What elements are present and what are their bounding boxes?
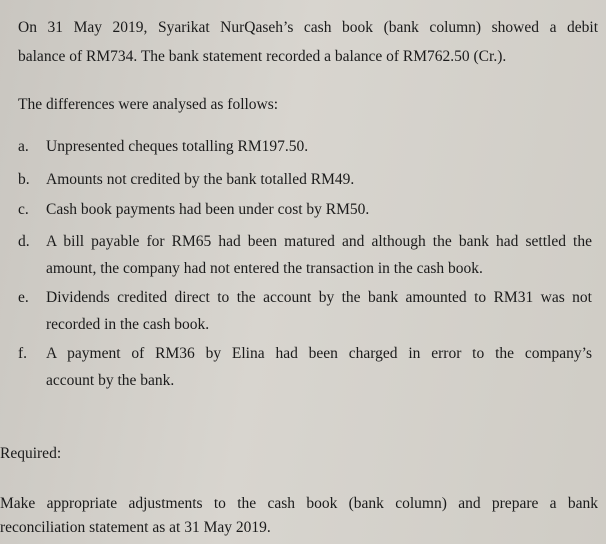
list-marker: b. [18,171,30,188]
list-item-f [0,340,606,394]
list-item-text: Amounts not credited by the bank totalled RM49. [46,171,355,188]
intro-line-2: balance of RM734. The bank statement recorded a balance of RM762.50 (Cr.). [18,48,507,65]
list-marker: e. [18,289,29,306]
list-item-a [0,133,606,160]
list-item-text-continued: amount, the company had not entered the transaction in the cash book. [46,260,483,277]
list-item-text-continued: account by the bank. [46,372,175,389]
list-item-text-continued: recorded in the cash book. [46,316,210,333]
list-item-text: Unpresented cheques totalling RM197.50. [46,138,309,155]
list-item-c [0,196,606,223]
lead-sentence: The differences were analysed as follows: [18,96,279,113]
list-item-b [0,166,606,193]
required-heading: Required: [0,445,62,462]
required-line-2: reconciliation statement as at 31 May 2019. [0,519,271,536]
list-item-text: A payment of RM36 by Elina had been charged in error to the company’s [46,345,592,362]
list-item-e [0,284,606,338]
list-marker: a. [18,138,29,155]
list-item-text: Cash book payments had been under cost by RM50. [46,201,370,218]
list-item-text: A bill payable for RM65 had been matured and although the bank had settled the [46,233,592,250]
intro-line-1: On 31 May 2019, Syarikat NurQaseh’s cash book (bank column) showed a debit [18,19,598,36]
list-marker: c. [18,201,29,218]
required-line-1: Make appropriate adjustments to the cash book (bank column) and prepare a bank [0,495,598,512]
list-item-text: Dividends credited direct to the account by the bank amounted to RM31 was not [46,289,592,306]
list-marker: f. [18,345,28,362]
list-marker: d. [18,233,30,250]
list-item-d [0,228,606,282]
